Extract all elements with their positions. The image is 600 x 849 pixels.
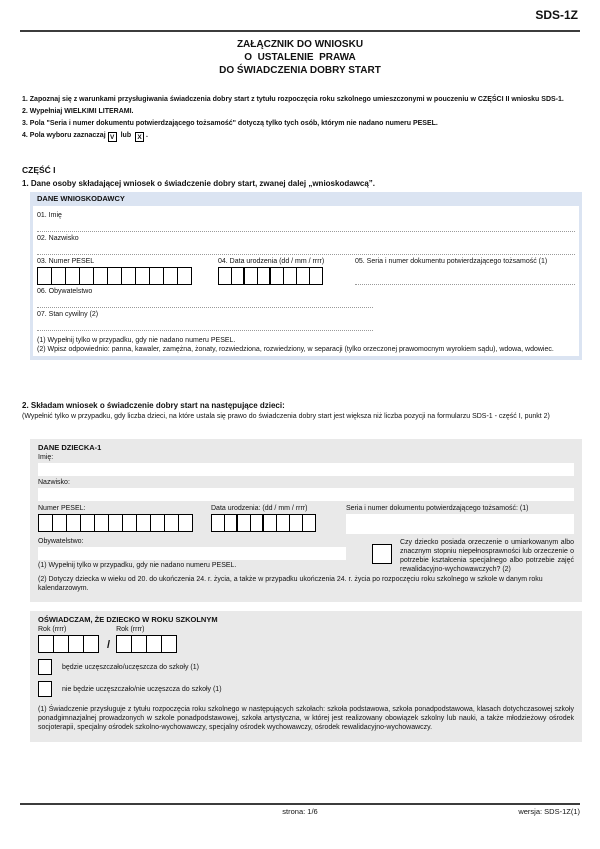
instruction-1: 1. Zapoznaj się z warunkami przysługiwania świadczenia dobry start z tytułu rozpoczęcia roku szkolnego umieszczonymi w pouczeniu w CZĘŚCI II wniosku SDS-1. — [22, 96, 564, 103]
date-cell[interactable] — [211, 514, 225, 532]
pesel-cell[interactable] — [51, 267, 66, 285]
instruction-4 — [22, 131, 578, 142]
date-cell[interactable] — [224, 514, 238, 532]
child1-pesel-label: Numer PESEL: — [38, 505, 86, 512]
year-cell[interactable] — [53, 635, 69, 653]
pesel-cell[interactable] — [38, 514, 53, 532]
child1-footnote-2: (2) Dotyczy dziecka w wieku od 20. do ukończenia 24. r. życia, a także w przypadku ukończenia 24. r. życia po rozpoczęciu roku szkolnego w szkole w danym roku kalendarzowym. — [38, 576, 543, 592]
date-cell[interactable] — [231, 267, 245, 285]
child1-disability-question: Czy dziecko posiada orzeczenie o umiarkowanym albo znacznym stopniu niepełnosprawności lub orzeczenie o potrzebie kształcenia specjalnego albo potrzebie zajęć rewalidacyjno-wychowawczych? (2) — [400, 539, 574, 573]
section2-heading: 2. Składam wniosek o świadczenie dobry start na następujące dzieci: — [22, 401, 285, 410]
date-cell[interactable] — [289, 514, 303, 532]
declaration-footnote: (1) Świadczenie przysługuje z tytułu rozpoczęcia roku szkolnego w następujących szkołach: szkoła podstawowa, szkoła ponadpodstawowa, klasach dotychczasowej szkoły ponadgimnazjalnej prowadzonych w szkole ponadpodstawowej, szkoła artystyczna, w której jest realizowany obowiązek szkolny lub nauki, a także młodzieżowy ośrodek socjoterapii, specjalny ośrodek szkolno-wychowawczy, specjalny ośrodek wychowawczy, ośrodek rewalidacyjno-wychowawczy. — [38, 706, 574, 731]
child1-citizenship-label: Obywatelstwo: — [38, 538, 84, 545]
child1-disability-checkbox[interactable] — [372, 544, 392, 564]
year-from-boxes — [38, 635, 99, 653]
child1-last-name-input[interactable] — [38, 488, 574, 501]
pesel-cell[interactable] — [121, 267, 136, 285]
date-cell[interactable] — [302, 514, 316, 532]
child1-citizenship-input[interactable] — [38, 547, 346, 560]
instruction-2: 2. Wypełniaj WIELKIMI LITERAMI. — [22, 108, 134, 115]
date-cell[interactable] — [283, 267, 297, 285]
year-cell[interactable] — [131, 635, 147, 653]
year-to-label: Rok (rrrr) — [116, 626, 145, 633]
child1-data-section — [30, 439, 582, 602]
child1-first-name-label: Imię: — [38, 454, 54, 461]
child1-birthdate-boxes — [211, 514, 346, 532]
date-cell[interactable] — [276, 514, 290, 532]
date-cell[interactable] — [218, 267, 232, 285]
pesel-cell[interactable] — [94, 514, 109, 532]
pesel-cell[interactable] — [107, 267, 122, 285]
will-attend-school-label: będzie uczęszczało/uczęszcza do szkoły (1) — [62, 663, 199, 671]
applicant-first-name-input[interactable] — [37, 219, 575, 232]
form-title — [0, 38, 600, 77]
will-attend-school-checkbox[interactable] — [38, 659, 52, 675]
part1-heading: CZĘŚĆ I — [22, 165, 56, 175]
declaration-header: OŚWIADCZAM, ŻE DZIECKO W ROKU SZKOLNYM — [38, 615, 218, 624]
applicant-marital-status-input[interactable] — [37, 318, 373, 331]
form-code: SDS-1Z — [535, 8, 578, 22]
pesel-cell[interactable] — [163, 267, 178, 285]
year-cell[interactable] — [68, 635, 84, 653]
instruction-4-suffix: . — [146, 132, 148, 139]
applicant-marital-status-label: 07. Stan cywilny (2) — [37, 311, 99, 318]
will-not-attend-school-checkbox[interactable] — [38, 681, 52, 697]
child1-pesel-boxes — [38, 514, 211, 532]
instruction-4-mid: lub — [120, 132, 132, 139]
page-number: strona: 1/6 — [282, 807, 318, 816]
applicant-last-name-label: 02. Nazwisko — [37, 235, 79, 242]
pesel-cell[interactable] — [66, 514, 81, 532]
pesel-cell[interactable] — [177, 267, 192, 285]
school-declaration-section — [30, 611, 582, 742]
pesel-cell[interactable] — [52, 514, 67, 532]
child1-birthdate-label: Data urodzenia: (dd / mm / rrrr) — [211, 505, 308, 512]
year-cell[interactable] — [161, 635, 177, 653]
instruction-4-prefix: 4. Pola wyboru zaznaczaj — [22, 132, 106, 139]
part1-subheading: 1. Dane osoby składającej wniosek o świadczenie dobry start, zwanej dalej „wnioskodawcą”. — [22, 179, 376, 188]
date-cell[interactable] — [263, 514, 277, 532]
checkmark-v-icon: V — [108, 132, 117, 142]
will-not-attend-school-label: nie będzie uczęszczało/nie uczęszcza do szkoły (1) — [62, 685, 222, 693]
pesel-cell[interactable] — [135, 267, 150, 285]
pesel-cell[interactable] — [122, 514, 137, 532]
child1-section-header: DANE DZIECKA-1 — [38, 443, 102, 452]
header-rule — [20, 30, 580, 32]
date-cell[interactable] — [244, 267, 258, 285]
applicant-citizenship-input[interactable] — [37, 295, 373, 308]
applicant-footnote-1: (1) Wypełnij tylko w przypadku, gdy nie nadano numeru PESEL. — [37, 337, 236, 344]
year-cell[interactable] — [116, 635, 132, 653]
applicant-first-name-label: 01. Imię — [37, 212, 62, 219]
applicant-id-doc-label: 05. Seria i numer dokumentu potwierdzającego tożsamość (1) — [355, 258, 548, 265]
checkmark-x-icon: X — [135, 132, 144, 142]
applicant-pesel-boxes — [37, 267, 218, 285]
form-title-line2: O USTALENIE PRAWA — [244, 52, 356, 63]
year-cell[interactable] — [38, 635, 54, 653]
child1-footnote-1: (1) Wypełnij tylko w przypadku, gdy nie nadano numeru PESEL. — [38, 562, 237, 569]
applicant-birthdate-label: 04. Data urodzenia (dd / mm / rrrr) — [218, 258, 325, 265]
pesel-cell[interactable] — [37, 267, 52, 285]
page-footer — [20, 803, 580, 816]
pesel-cell[interactable] — [108, 514, 123, 532]
year-from-label: Rok (rrrr) — [38, 626, 67, 633]
child1-id-doc-input[interactable] — [346, 514, 574, 534]
pesel-cell[interactable] — [149, 267, 164, 285]
pesel-cell[interactable] — [136, 514, 151, 532]
child1-last-name-label: Nazwisko: — [38, 479, 70, 486]
year-separator: / — [107, 639, 111, 651]
form-title-line1: ZAŁĄCZNIK DO WNIOSKU — [236, 39, 364, 50]
date-cell[interactable] — [257, 267, 271, 285]
year-cell[interactable] — [83, 635, 99, 653]
date-cell[interactable] — [237, 514, 251, 532]
pesel-cell[interactable] — [65, 267, 80, 285]
year-to-boxes — [116, 635, 177, 653]
year-cell[interactable] — [146, 635, 162, 653]
applicant-birthdate-boxes — [218, 267, 355, 285]
date-cell[interactable] — [270, 267, 284, 285]
date-cell[interactable] — [309, 267, 323, 285]
applicant-citizenship-label: 06. Obywatelstwo — [37, 288, 93, 295]
applicant-last-name-input[interactable] — [37, 242, 575, 255]
applicant-pesel-label: 03. Numer PESEL — [37, 258, 95, 265]
applicant-section-header: DANE WNIOSKODAWCY — [33, 192, 579, 206]
pesel-cell[interactable] — [79, 267, 94, 285]
form-title-line3: DO ŚWIADCZENIA DOBRY START — [219, 65, 381, 76]
child1-first-name-input[interactable] — [38, 463, 574, 476]
child1-id-doc-label: Seria i numer dokumentu potwierdzającego tożsamość: (1) — [346, 505, 529, 512]
instruction-3: 3. Pola "Seria i numer dokumentu potwierdzającego tożsamość" dotyczą tylko tych osób, którym nie nadano numeru PESEL. — [22, 120, 438, 127]
pesel-cell[interactable] — [178, 514, 193, 532]
pesel-cell[interactable] — [80, 514, 95, 532]
applicant-footnote-2: (2) Wpisz odpowiednio: panna, kawaler, zamężna, żonaty, rozwiedziona, rozwiedziony, w separacji (tylko orzeczonej prawomocnym wyrokiem sądu), wdowa, wdowiec. — [37, 345, 554, 353]
applicant-id-doc-input[interactable] — [355, 272, 575, 285]
section2-note: (Wypełnić tylko w przypadku, gdy liczba dzieci, na które ustala się prawo do świadczenia dobry start jest większa niż liczba pozycji na formularzu SDS-1 - część I, punkt 2) — [22, 413, 550, 420]
pesel-cell[interactable] — [150, 514, 165, 532]
applicant-data-section — [30, 192, 582, 360]
pesel-cell[interactable] — [164, 514, 179, 532]
instructions-list — [22, 95, 578, 145]
date-cell[interactable] — [250, 514, 264, 532]
date-cell[interactable] — [296, 267, 310, 285]
form-version: wersja: SDS-1Z(1) — [518, 807, 580, 816]
pesel-cell[interactable] — [93, 267, 108, 285]
